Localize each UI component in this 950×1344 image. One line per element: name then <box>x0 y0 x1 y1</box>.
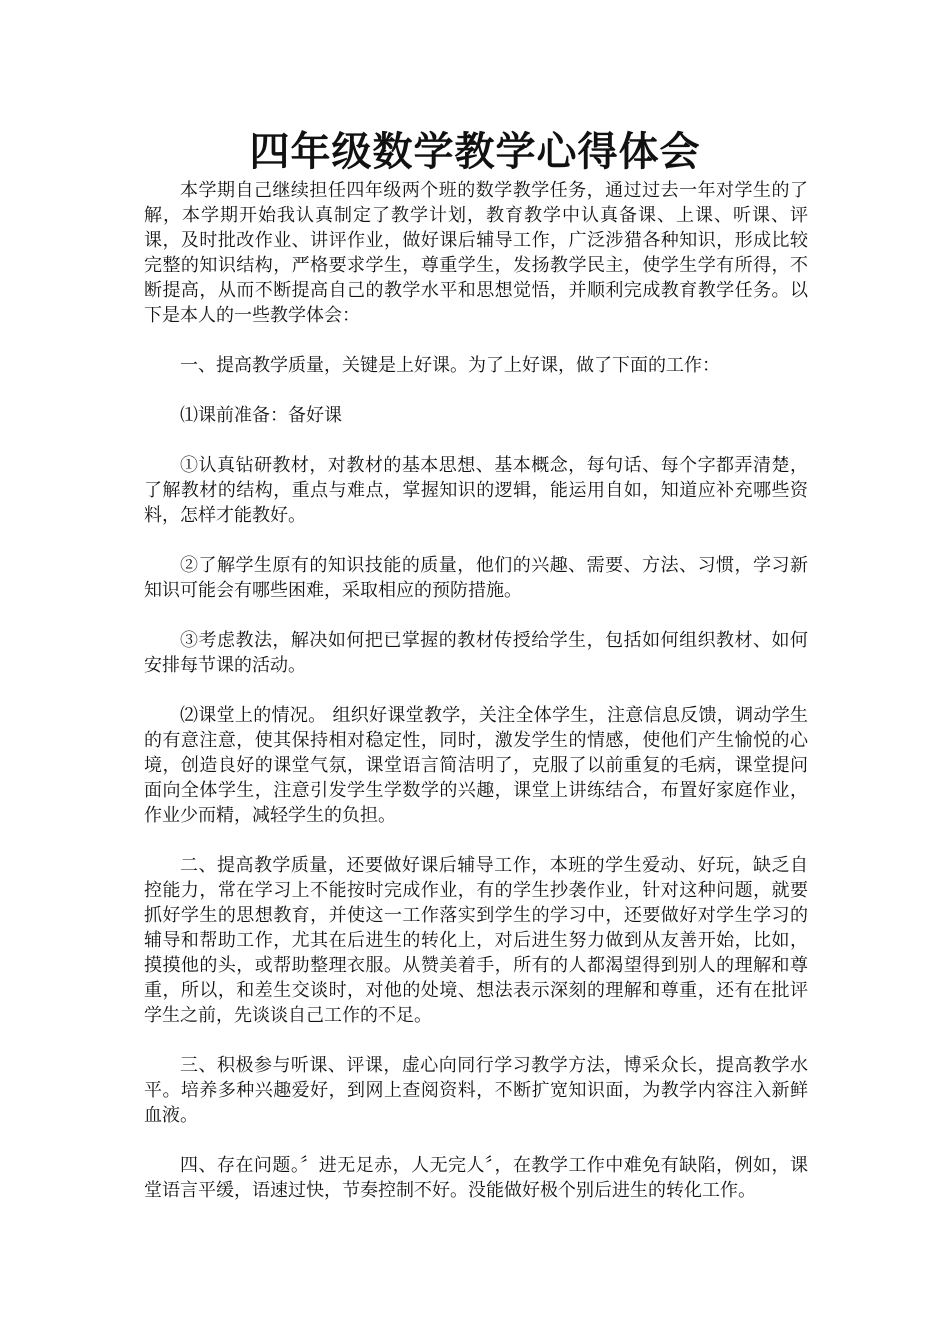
document-title: 四年级数学教学心得体会 <box>249 128 701 175</box>
paragraph-subsection-1: ⑴课前准备：备好课 <box>180 405 342 426</box>
paragraph-subsection-2: ⑵课堂上的情况。 组织好课堂教学，关注全体学生，注意信息反馈，调动学生的有意注意，使其保持相对稳定性，同时，激发学生的情感，使他们产生愉悦的心境，创造良好的课堂气氛，课堂语言简洁明了，克服了以前重复的毛病，课堂提问面向全体学生，注意引发学生学数学的兴趣，课堂上讲练结合，布置好家庭作业，作业少而精，减轻学生的负担。 <box>144 705 808 826</box>
paragraph-section-2: 二、提高教学质量，还要做好课后辅导工作，本班的学生爱动、好玩，缺乏自控能力，常在学习上不能按时完成作业，有的学生抄袭作业，针对这种问题，就要抓好学生的思想教育，并使这一工作落实到学生的学习中，还要做好对学生学习的辅导和帮助工作，尤其在后进生的转化上，对后进生努力做到从友善开始，比如，摸摸他的头，或帮助整理衣服。从赞美着手，所有的人都渴望得到别人的理解和尊重，所以，和差生交谈时，对他的处境、想法表示深刻的理解和尊重，还有在批评学生之前，先谈谈自己工作的不足。 <box>144 855 808 1026</box>
paragraph-item-3: ③考虑教法，解决如何把已掌握的教材传授给学生，包括如何组织教材、如何安排每节课的活动。 <box>144 630 808 676</box>
paragraph-intro: 本学期自己继续担任四年级两个班的数学教学任务，通过过去一年对学生的了解，本学期开始我认真制定了教学计划，教育教学中认真备课、上课、听课、评课，及时批改作业、讲评作业，做好课后辅导工作，广泛涉猎各种知识，形成比较完整的知识结构，严格要求学生，尊重学生，发扬教学民主，使学生学有所得，不断提高，从而不断提高自己的教学水平和思想觉悟，并顺利完成教育教学任务。以下是本人的一些教学体会： <box>144 180 808 326</box>
paragraph-section-1: 一、提高教学质量，关键是上好课。为了上好课，做了下面的工作： <box>180 355 720 376</box>
document-body <box>144 178 808 1203</box>
paragraph-section-3: 三、积极参与听课、评课，虚心向同行学习教学方法，博采众长，提高教学水平。培养多种兴趣爱好，到网上查阅资料，不断扩宽知识面，为教学内容注入新鲜血液。 <box>144 1055 808 1126</box>
paragraph-item-1: ①认真钻研教材，对教材的基本思想、基本概念，每句话、每个字都弄清楚，了解教材的结构，重点与难点，掌握知识的逻辑，能运用自如，知道应补充哪些资料，怎样才能教好。 <box>144 455 808 526</box>
paragraph-item-2: ②了解学生原有的知识技能的质量，他们的兴趣、需要、方法、习惯，学习新知识可能会有哪些困难，采取相应的预防措施。 <box>144 555 808 601</box>
paragraph-section-4: 四、存在问题。〞进无足赤，人无完人〞，在教学工作中难免有缺陷，例如，课堂语言平缓，语速过快，节奏控制不好。没能做好极个别后进生的转化工作。 <box>144 1155 808 1201</box>
